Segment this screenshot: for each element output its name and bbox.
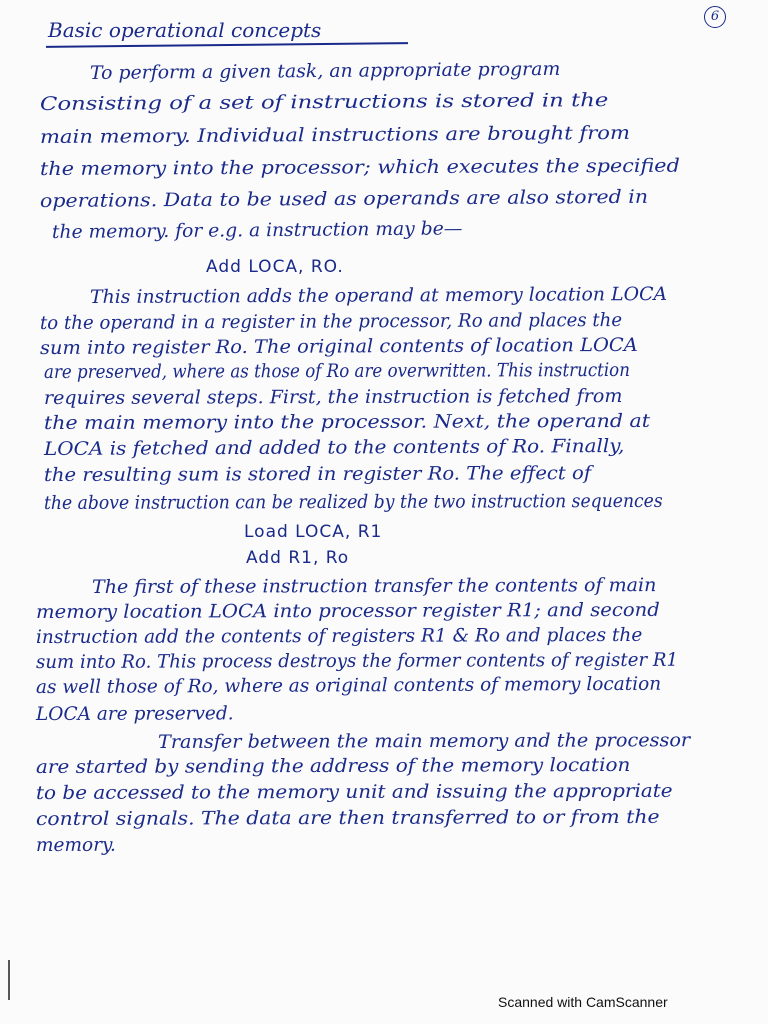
text-line-16: The first of these instruction transfer the contents of main (91, 575, 657, 598)
scan-edge-mark (8, 960, 10, 1000)
text-line-14: the resulting sum is stored in register Ro. The effect of (43, 463, 592, 486)
text-line-24: to be accessed to the memory unit and issuing the appropriate (35, 780, 673, 804)
text-line-4: the memory into the processor; which executes the specified (39, 155, 680, 180)
text-line-20: as well those of Ro, where as original contents of memory location (35, 673, 662, 698)
text-line-6: the memory. for e.g. a instruction may be— (51, 218, 463, 243)
text-line-21: LOCA are preserved. (35, 703, 234, 725)
text-line-26: memory. (35, 834, 116, 856)
text-line-8: to the operand in a register in the processor, Ro and places the (39, 309, 623, 334)
text-line-7: This instruction adds the operand at memory location LOCA (89, 283, 668, 308)
title-underline (46, 42, 408, 48)
page-number: 6 (704, 6, 726, 28)
scanner-watermark: Scanned with CamScanner (498, 994, 668, 1010)
text-line-3: main memory. Individual instructions are brought from (39, 122, 631, 148)
text-line-25: control signals. The data are then transferred to or from the (35, 806, 660, 830)
text-line-1: To perform a given task, an appropriate program (89, 58, 561, 84)
text-line-18: instruction add the contents of registers R1 & Ro and places the (35, 624, 643, 648)
text-line-15: the above instruction can be realized by the two instruction sequences (43, 490, 663, 514)
instruction-line-2: Load LOCA, R1 (244, 522, 383, 542)
text-line-11: requires several steps. First, the instruction is fetched from (43, 385, 623, 409)
instruction-line-1: Add LOCA, RO. (206, 257, 344, 277)
instruction-line-3: Add R1, Ro (246, 548, 350, 568)
text-line-9: sum into register Ro. The original contents of location LOCA (39, 334, 638, 359)
page-title: Basic operational concepts (48, 18, 322, 42)
text-line-13: LOCA is fetched and added to the contents of Ro. Finally, (43, 435, 625, 460)
text-line-23: are started by sending the address of the memory location (35, 754, 631, 778)
text-line-12: the main memory into the processor. Next, the operand at (43, 410, 651, 434)
text-line-2: Consisting of a set of instructions is stored in the (39, 90, 609, 115)
text-line-17: memory location LOCA into processor register R1; and second (35, 599, 660, 623)
text-line-10: are preserved, where as those of Ro are overwritten. This instruction (43, 359, 630, 383)
text-line-22: Transfer between the main memory and the processor (157, 730, 691, 753)
text-line-19: sum into Ro. This process destroys the former contents of register R1 (35, 649, 679, 673)
text-line-5: operations. Data to be used as operands are also stored in (39, 186, 649, 212)
